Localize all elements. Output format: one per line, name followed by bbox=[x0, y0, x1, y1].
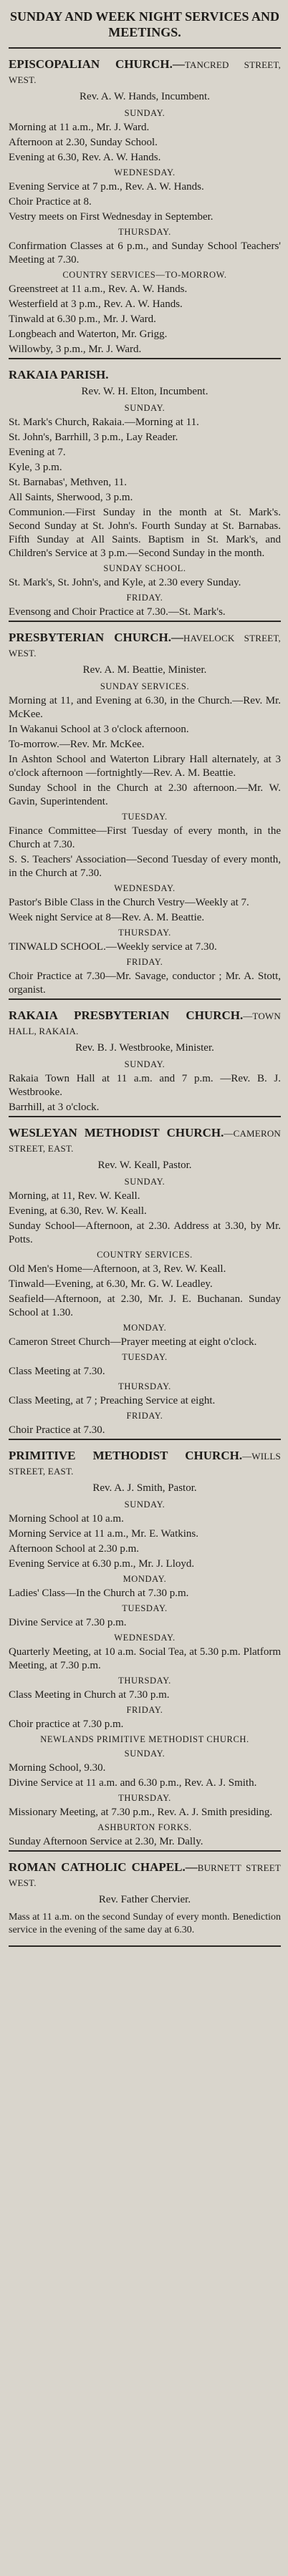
day-label: SUNDAY SCHOOL. bbox=[103, 563, 186, 573]
day-label: FRIDAY. bbox=[126, 1411, 163, 1421]
service-entry: Divine Service at 11 a.m. and 6.30 p.m., Rev. A. J. Smith. bbox=[9, 1777, 257, 1789]
day-label: THURSDAY. bbox=[118, 1793, 171, 1803]
church-section-roman-catholic bbox=[9, 1860, 281, 1947]
title-divider bbox=[9, 47, 281, 49]
day-label: THURSDAY. bbox=[118, 928, 171, 938]
service-entry: Greenstreet at 11 a.m., Rev. A. W. Hands. bbox=[9, 283, 188, 295]
service-entry: To-morrow.—Rev. Mr. McKee. bbox=[9, 739, 145, 750]
section-divider bbox=[9, 998, 281, 1000]
service-entry: St. Mark's, St. John's, and Kyle, at 2.30 every Sunday. bbox=[9, 577, 241, 588]
church-name: WESLEYAN METHODIST CHURCH. bbox=[9, 1126, 224, 1139]
day-label: FRIDAY. bbox=[126, 1705, 163, 1715]
service-entry: Divine Service at 7.30 p.m. bbox=[9, 1617, 127, 1628]
church-heading bbox=[9, 1008, 281, 1039]
church-address: BURNETT STREET WEST. bbox=[9, 1862, 281, 1888]
minister-line: Rev. A. W. Hands, Incumbent. bbox=[80, 91, 210, 102]
service-entry: Missionary Meeting, at 7.30 p.m., Rev. A. J. Smith presiding. bbox=[9, 1807, 273, 1818]
service-entry: In Wakanui School at 3 o'clock afternoon. bbox=[9, 724, 189, 735]
church-name: RAKAIA PARISH. bbox=[9, 368, 109, 381]
church-section-primitive bbox=[9, 1449, 281, 1852]
day-label: SUNDAY. bbox=[124, 1749, 165, 1759]
service-entry: TINWALD SCHOOL.—Weekly service at 7.30. bbox=[9, 941, 217, 953]
church-name: ROMAN CATHOLIC CHAPEL.— bbox=[9, 1860, 198, 1874]
service-entry: Kyle, 3 p.m. bbox=[9, 462, 62, 473]
minister-line: Rev. A. M. Beattie, Minister. bbox=[82, 664, 207, 676]
church-name: EPISCOPALIAN CHURCH.— bbox=[9, 57, 185, 71]
service-entry: Old Men's Home—Afternoon, at 3, Rev. W. Keall. bbox=[9, 1263, 226, 1275]
church-section-rakaia-presbyterian bbox=[9, 1008, 281, 1117]
section-divider bbox=[9, 1945, 281, 1947]
church-heading bbox=[9, 57, 281, 87]
day-label: THURSDAY. bbox=[118, 227, 171, 237]
service-entry: Choir Practice at 7.30—Mr. Savage, conductor ; Mr. A. Stott, organist. bbox=[9, 971, 281, 996]
section-divider bbox=[9, 358, 281, 359]
service-entry: Sunday School in the Church at 2.30 afternoon.—Mr. W. Gavin, Superintendent. bbox=[9, 782, 281, 807]
service-entry: Choir Practice at 8. bbox=[9, 196, 92, 208]
section-divider bbox=[9, 1116, 281, 1117]
service-entry: Class Meeting, at 7 ; Preaching Service at eight. bbox=[9, 1395, 216, 1406]
church-heading bbox=[9, 631, 281, 661]
church-address: —WILLS STREET, EAST. bbox=[9, 1451, 281, 1477]
service-entry: Evening, at 6.30, Rev. W. Keall. bbox=[9, 1205, 147, 1217]
church-listings bbox=[9, 57, 281, 1947]
service-entry: St. Mark's Church, Rakaia.—Morning at 11. bbox=[9, 417, 199, 428]
day-label: SUNDAY SERVICES. bbox=[100, 681, 190, 691]
service-entry: Vestry meets on First Wednesday in September. bbox=[9, 211, 213, 223]
church-heading bbox=[9, 1126, 281, 1156]
minister-line: Rev. W. H. Elton, Incumbent. bbox=[81, 386, 208, 397]
day-label: SUNDAY. bbox=[124, 108, 165, 118]
minister-line: Rev. Father Chervier. bbox=[98, 1894, 191, 1905]
church-address: —TOWN HALL, RAKAIA. bbox=[9, 1011, 281, 1036]
service-entry: Morning, at 11, Rev. W. Keall. bbox=[9, 1190, 140, 1202]
day-label: WEDNESDAY. bbox=[114, 883, 176, 893]
day-label: MONDAY. bbox=[123, 1574, 167, 1584]
day-label: SUNDAY. bbox=[124, 1177, 165, 1187]
day-label: SUNDAY. bbox=[124, 1059, 165, 1069]
church-address: —CAMERON STREET, EAST. bbox=[9, 1128, 281, 1154]
service-entry: Communion.—First Sunday in the month at St. Mark's. Second Sunday at St. John's. Fourth Sunday at St. Barnabas. Fifth Sunday at All Saints. Baptism in St. Mark's, and Children's Service at 3 p.m.—Second Sunday in the month. bbox=[9, 507, 281, 559]
service-entry: Finance Committee—First Tuesday of every month, in the Church at 7.30. bbox=[9, 825, 281, 850]
service-entry: Tinwald at 6.30 p.m., Mr. J. Ward. bbox=[9, 314, 156, 325]
service-entry: Seafield—Afternoon, at 2.30, Mr. J. E. Buchanan. Sunday School at 1.30. bbox=[9, 1293, 281, 1318]
service-entry: Morning at 11, and Evening at 6.30, in the Church.—Rev. Mr. McKee. bbox=[9, 695, 281, 720]
service-entry: Cameron Street Church—Prayer meeting at eight o'clock. bbox=[9, 1336, 257, 1348]
service-entry: Evening Service at 7 p.m., Rev. A. W. Hands. bbox=[9, 181, 204, 193]
service-entry: Quarterly Meeting, at 10 a.m. Social Tea, at 5.30 p.m. Platform Meeting, at 7.30 p.m. bbox=[9, 1646, 281, 1671]
church-name: PRIMITIVE METHODIST CHURCH. bbox=[9, 1449, 243, 1462]
church-heading bbox=[9, 1860, 281, 1890]
day-label: FRIDAY. bbox=[126, 593, 163, 603]
service-entry: Class Meeting at 7.30. bbox=[9, 1366, 105, 1377]
day-label: SUNDAY. bbox=[124, 1500, 165, 1510]
day-label: THURSDAY. bbox=[118, 1381, 171, 1391]
church-address: TANCRED STREET, WEST. bbox=[9, 59, 281, 85]
service-entry: Sunday School—Afternoon, at 2.30. Address at 3.30, by Mr. Potts. bbox=[9, 1220, 281, 1245]
service-entry: Rakaia Town Hall at 11 a.m. and 7 p.m. —Rev. B. J. Westbrooke. bbox=[9, 1073, 281, 1098]
service-entry: Afternoon School at 2.30 p.m. bbox=[9, 1543, 140, 1555]
service-entry: In Ashton School and Waterton Library Hall alternately, at 3 o'clock afternoon —fortnightly—Rev. A. M. Beattie. bbox=[9, 754, 281, 779]
service-entry: Tinwald—Evening, at 6.30, Mr. G. W. Leadley. bbox=[9, 1278, 213, 1290]
service-entry: Mass at 11 a.m. on the second Sunday of every month. Benediction service in the evening of the same day at 6.30. bbox=[9, 1912, 281, 1935]
service-entry: Morning School at 10 a.m. bbox=[9, 1513, 124, 1525]
section-divider bbox=[9, 621, 281, 622]
day-label: ASHBURTON FORKS. bbox=[97, 1822, 192, 1832]
day-label: TUESDAY. bbox=[122, 1352, 168, 1362]
day-label: COUNTRY SERVICES. bbox=[97, 1250, 193, 1260]
service-entry: Longbeach and Waterton, Mr. Grigg. bbox=[9, 329, 168, 340]
service-entry: All Saints, Sherwood, 3 p.m. bbox=[9, 492, 133, 503]
service-entry: Week night Service at 8—Rev. A. M. Beattie. bbox=[9, 912, 205, 923]
church-name: RAKAIA PRESBYTERIAN CHURCH. bbox=[9, 1008, 244, 1022]
service-entry: Evening at 7. bbox=[9, 447, 66, 458]
service-entry: Morning at 11 a.m., Mr. J. Ward. bbox=[9, 122, 150, 133]
service-entry: St. John's, Barrhill, 3 p.m., Lay Reader. bbox=[9, 432, 178, 443]
church-heading bbox=[9, 368, 281, 382]
day-label: NEWLANDS PRIMITIVE METHODIST CHURCH. bbox=[40, 1734, 249, 1744]
service-entry: Morning Service at 11 a.m., Mr. E. Watkins. bbox=[9, 1528, 199, 1540]
service-entry: Ladies' Class—In the Church at 7.30 p.m. bbox=[9, 1588, 189, 1599]
section-divider bbox=[9, 1850, 281, 1852]
service-entry: Choir practice at 7.30 p.m. bbox=[9, 1719, 124, 1730]
day-label: THURSDAY. bbox=[118, 1676, 171, 1686]
day-label: TUESDAY. bbox=[122, 812, 168, 822]
day-label: COUNTRY SERVICES—TO-MORROW. bbox=[62, 270, 227, 280]
service-entry: Barrhill, at 3 o'clock. bbox=[9, 1102, 100, 1113]
service-entry: Class Meeting in Church at 7.30 p.m. bbox=[9, 1689, 170, 1701]
day-label: WEDNESDAY. bbox=[114, 1633, 176, 1643]
service-entry: Westerfield at 3 p.m., Rev. A. W. Hands. bbox=[9, 298, 183, 310]
minister-line: Rev. B. J. Westbrooke, Minister. bbox=[75, 1042, 214, 1054]
service-entry: Pastor's Bible Class in the Church Vestry—Weekly at 7. bbox=[9, 897, 249, 908]
service-entry: Evening at 6.30, Rev. A. W. Hands. bbox=[9, 152, 161, 163]
service-entry: Afternoon at 2.30, Sunday School. bbox=[9, 137, 158, 148]
section-divider bbox=[9, 1439, 281, 1440]
church-section-presbyterian bbox=[9, 631, 281, 1000]
service-entry: Choir Practice at 7.30. bbox=[9, 1424, 105, 1436]
day-label: TUESDAY. bbox=[122, 1603, 168, 1613]
service-entry: Confirmation Classes at 6 p.m., and Sunday School Teachers' Meeting at 7.30. bbox=[9, 240, 281, 266]
service-entry: S. S. Teachers' Association—Second Tuesday of every month, in the Church at 7.30. bbox=[9, 854, 281, 879]
service-entry: Evensong and Choir Practice at 7.30.—St. Mark's. bbox=[9, 606, 226, 618]
minister-line: Rev. A. J. Smith, Pastor. bbox=[92, 1482, 197, 1494]
church-name: PRESBYTERIAN CHURCH.— bbox=[9, 631, 184, 644]
service-entry: Sunday Afternoon Service at 2.30, Mr. Dally. bbox=[9, 1836, 203, 1847]
day-label: FRIDAY. bbox=[126, 957, 163, 967]
day-label: SUNDAY. bbox=[124, 403, 165, 413]
minister-line: Rev. W. Keall, Pastor. bbox=[97, 1160, 192, 1171]
church-section-episcopalian bbox=[9, 57, 281, 359]
church-section-rakaia-parish bbox=[9, 368, 281, 622]
service-entry: Willowby, 3 p.m., Mr. J. Ward. bbox=[9, 344, 142, 355]
church-heading bbox=[9, 1449, 281, 1479]
service-entry: Morning School, 9.30. bbox=[9, 1762, 106, 1774]
service-entry: Evening Service at 6.30 p.m., Mr. J. Lloyd. bbox=[9, 1558, 195, 1570]
day-label: MONDAY. bbox=[123, 1323, 167, 1333]
church-address: HAVELOCK STREET, WEST. bbox=[9, 633, 281, 658]
page-title: SUNDAY AND WEEK NIGHT SERVICES AND MEETINGS. bbox=[10, 9, 279, 39]
church-section-wesleyan bbox=[9, 1126, 281, 1440]
service-entry: St. Barnabas', Methven, 11. bbox=[9, 477, 128, 488]
day-label: WEDNESDAY. bbox=[114, 167, 176, 178]
